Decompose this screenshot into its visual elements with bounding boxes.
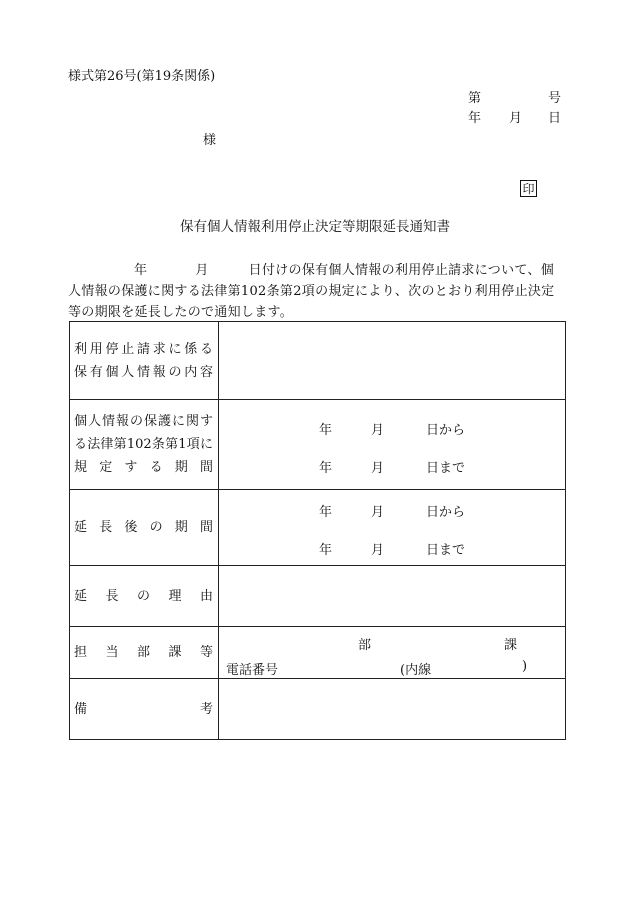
to-year: 年 — [319, 461, 333, 476]
label-line: 備考 — [74, 701, 213, 717]
document-title: 保有個人情報利用停止決定等期限延長通知書 — [180, 219, 450, 235]
body-month: 月 — [195, 263, 209, 278]
label-statutory-period — [70, 400, 219, 490]
to-day: 日まで — [426, 543, 466, 558]
table-row-reason — [70, 566, 566, 627]
table-row-request-content — [70, 322, 566, 400]
issue-date-year: 年 — [468, 111, 482, 126]
period-from — [219, 501, 565, 520]
label-request-content — [70, 322, 219, 400]
extension-close: ) — [522, 659, 528, 674]
label-line: 延長の理由 — [74, 588, 213, 604]
phone-label: 電話番号 — [226, 663, 279, 678]
from-month: 月 — [371, 505, 385, 520]
addressee-suffix: 様 — [203, 133, 217, 148]
to-day: 日まで — [426, 461, 466, 476]
info-table — [69, 321, 566, 740]
value-statutory-period — [219, 400, 566, 490]
value-request-content — [219, 322, 566, 400]
label-remarks — [70, 679, 219, 740]
table-row-department — [70, 627, 566, 679]
label-line: 利用停止請求に係る — [74, 341, 213, 357]
label-line: 延長後の期間 — [74, 520, 213, 535]
to-month: 月 — [371, 461, 385, 476]
period-to — [219, 539, 565, 558]
body-year: 年 — [134, 263, 148, 278]
section-suffix: 課 — [504, 638, 518, 653]
issue-number-prefix: 第 — [468, 91, 482, 106]
from-day: 日から — [426, 423, 466, 438]
label-line: 規定する期間 — [74, 460, 213, 475]
table-row-remarks — [70, 679, 566, 740]
extension-open: (内線 — [400, 663, 432, 678]
from-year: 年 — [319, 505, 333, 520]
to-year: 年 — [319, 543, 333, 558]
label-department — [70, 627, 219, 679]
to-month: 月 — [371, 543, 385, 558]
label-line: る法律第102条第1項に — [74, 437, 213, 452]
issue-date-day: 日 — [548, 111, 562, 126]
period-to — [219, 457, 565, 476]
period-from — [219, 419, 565, 438]
seal-mark: 印 — [520, 180, 537, 197]
issue-number-suffix: 号 — [548, 91, 562, 106]
label-extended-period — [70, 490, 219, 566]
label-line: 保有個人情報の内容 — [74, 364, 213, 380]
value-reason — [219, 566, 566, 627]
value-extended-period — [219, 490, 566, 566]
issue-date-month: 月 — [509, 111, 523, 126]
label-reason — [70, 566, 219, 627]
dept-suffix: 部 — [358, 638, 372, 653]
value-remarks — [219, 679, 566, 740]
from-day: 日から — [426, 505, 466, 520]
from-month: 月 — [371, 423, 385, 438]
table-row-extended-period — [70, 490, 566, 566]
form-number: 様式第26号(第19条関係) — [68, 69, 216, 84]
label-line: 個人情報の保護に関す — [74, 414, 213, 429]
table-row-statutory-period — [70, 400, 566, 490]
body-paragraph — [68, 260, 564, 323]
label-line: 担当部課等 — [74, 645, 213, 660]
from-year: 年 — [319, 423, 333, 438]
value-department — [219, 627, 566, 679]
body-text: 日付けの保有個人情報の利用停止請求について、個人情報の保護に関する法律第102条第2項の規定により、次のとおり利用停止決定等の期限を延長したので通知します。 — [68, 263, 555, 320]
